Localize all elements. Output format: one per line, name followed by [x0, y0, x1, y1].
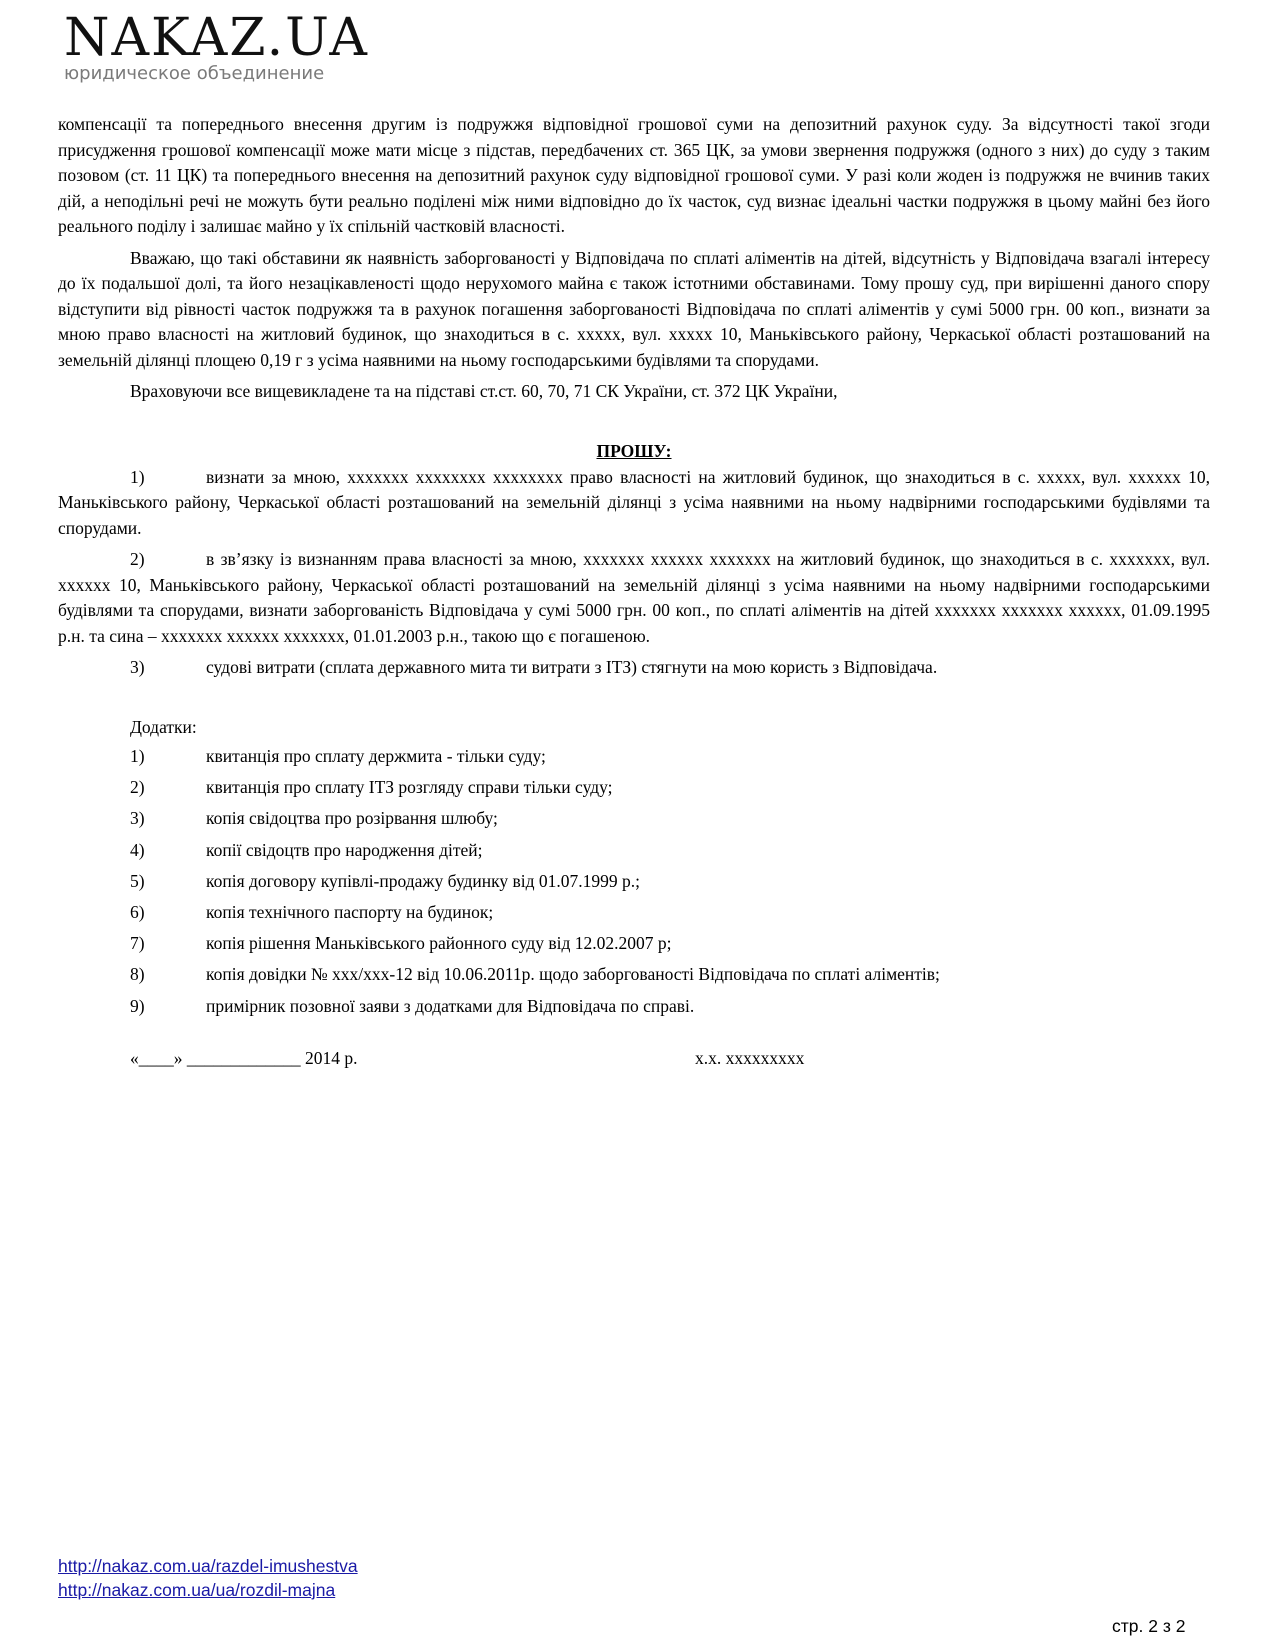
footer-link-razdel[interactable]: http://nakaz.com.ua/razdel-imushestva — [58, 1556, 358, 1576]
request-number: 2) — [130, 549, 145, 569]
attachment-text: квитанція про сплату держмита - тільки суду; — [206, 746, 546, 766]
paragraph-continuation: компенсації та попереднього внесення другим із подружжя відповідної грошової суми на депозитний рахунок суду. За відсутності такої згоди присудження грошової компенсації може мати місце з підстав, передбачених ст. 365 ЦК, за умови звернення подружжя (одного з них) до суду з таким позовом (ст. 11 ЦК) та попереднього внесення на депозитний рахунок суду відповідної грошової суми. У разі коли жоден із подружжя не вчинив таких дій, а неподільні речі не можуть бути реально поділені між ними відповідно до їх часток, суд визнає ідеальні частки подружжя в цьому майні без його реального поділу і залишає майно у їх спільній частковій власності. — [58, 114, 1210, 236]
paragraph-legal-basis: Враховуючи все вищевикладене та на підставі ст.ст. 60, 70, 71 СК України, ст. 372 ЦК України, — [130, 381, 838, 401]
attachment-number: 6) — [130, 901, 145, 922]
attachment-text: примірник позовної заяви з додатками для Відповідача по справі. — [206, 995, 695, 1016]
attachment-number: 3) — [130, 808, 145, 829]
footer-link-rozdil[interactable]: http://nakaz.com.ua/ua/rozdil-majna — [58, 1580, 336, 1600]
attachment-item — [130, 775, 1210, 801]
attachment-number: 8) — [130, 964, 145, 985]
attachment-item — [130, 806, 1210, 832]
site-logo — [64, 10, 424, 84]
attachment-item — [130, 869, 1210, 895]
signature-row — [130, 1046, 1210, 1072]
attachment-item — [130, 744, 1210, 770]
request-number: 1) — [130, 466, 145, 487]
attachment-number: 5) — [130, 870, 145, 891]
page-number: стр. 2 з 2 — [1112, 1616, 1186, 1636]
paragraph-argument: Вважаю, що такі обставини як наявність заборгованості у Відповідача по сплаті аліментів на дітей, відсутність у Відповідача взагалі інтересу до їх подальшої долі, та його незацікавленості щодо нерухомого майна є також істотними обставинами. Тому прошу суд, при вирішенні даного спору відступити від рівності часток подружжя та в рахунок погашення заборгованості Відповідача по сплаті аліментів у сумі 5000 грн. 00 коп., визнати за мною право власності на житловий будинок, що знаходиться в с. ххххх, вул. ххххх 10, Маньківського району, Черкаської області розташований на земельній ділянці площею 0,19 г з усіма наявними на ньому господарськими будівлями та спорудами. — [58, 247, 1210, 370]
attachment-text: копія рішення Маньківського районного суду від 12.02.2007 р; — [206, 933, 672, 954]
attachment-text: копії свідоцтв про народження дітей; — [206, 839, 483, 860]
request-item — [58, 547, 1210, 649]
attachment-item — [130, 962, 1210, 988]
attachment-number: 1) — [130, 746, 145, 766]
date-line: «____» _____________ 2014 р. — [130, 1048, 358, 1068]
attachment-number: 9) — [130, 995, 145, 1016]
attachments-title: Додатки: — [130, 716, 197, 737]
request-heading: ПРОШУ: — [596, 440, 672, 461]
logo-title: NAKAZ.UA — [64, 8, 369, 68]
attachment-text: квитанція про сплату ІТЗ розгляду справи тільки суду; — [206, 777, 613, 798]
attachment-text: копія свідоцтва про розірвання шлюбу; — [206, 808, 498, 829]
request-item — [58, 465, 1210, 542]
request-text: в зв’язку із визнанням права власності за мною, ххххххх хххххх ххххххх на житловий будинок, що знаходиться в с. ххххххх, вул. хххххх 10, Маньківського району, Черкаської області розташований на земельній ділянці з усіма наявними на ньому надвірними господарськими будівлями та спорудами, визнати заборгованість Відповідача у сумі 5000 грн. 00 коп., по сплаті аліментів на дітей ххххххх ххххххх хххххх, 01.09.1995 р.н. та сина – ххххххх хххххх ххххххх, 01.01.2003 р.н., такою що є погашеною. — [58, 549, 1210, 646]
attachment-number: 4) — [130, 839, 145, 860]
attachment-item — [130, 900, 1210, 926]
footer-links — [58, 1554, 358, 1602]
attachment-item — [130, 994, 1210, 1020]
attachment-text: копія договору купівлі-продажу будинку від 01.07.1999 р.; — [206, 870, 641, 891]
request-text: судові витрати (сплата державного мита ти витрати з ІТЗ) стягнути на мою користь з Відповідача. — [206, 657, 938, 677]
logo-subtitle: юридическое объединение — [64, 63, 325, 84]
request-number: 3) — [130, 657, 145, 677]
attachment-item — [130, 838, 1210, 864]
attachment-number: 2) — [130, 777, 145, 798]
signature-name: х.х. ххххххххх — [695, 1048, 805, 1068]
request-item — [58, 655, 1210, 681]
request-text: визнати за мною, ххххххх хххххххх хххххххх право власності на житловий будинок, що знаходиться в с. ххххх, вул. хххххх 10, Маньківського району, Черкаської області розташований на земельній ділянці з усіма наявними на ньому надвірними господарськими будівлями та спорудами. — [58, 466, 1210, 538]
attachment-text: копія технічного паспорту на будинок; — [206, 901, 494, 922]
attachment-number: 7) — [130, 933, 145, 954]
attachment-item — [130, 931, 1210, 957]
attachment-text: копія довідки № ххх/ххх-12 від 10.06.2011р. щодо заборгованості Відповідача по сплаті аліментів; — [206, 964, 940, 985]
document-body — [58, 112, 1210, 1072]
